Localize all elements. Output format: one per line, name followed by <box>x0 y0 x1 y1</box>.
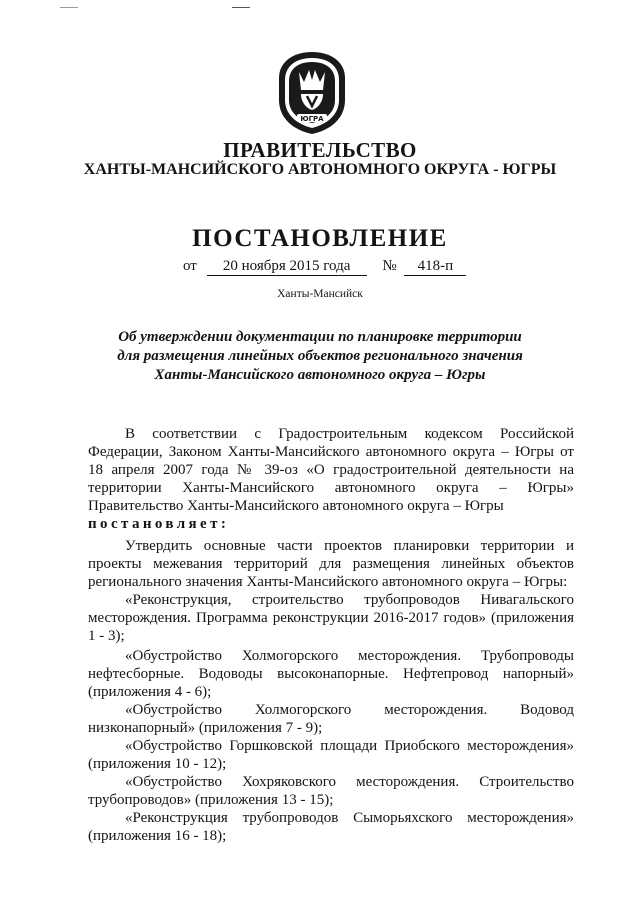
list-item: «Обустройство Горшковской площади Приобского месторождения» (приложения 10 - 12); <box>88 738 574 772</box>
list-item: «Реконструкция, строительство трубопроводов Нивагальского месторождения. Программа реконструкции 2016-2017 годов» (приложения 1 - 3); <box>88 592 574 644</box>
scan-mark-left <box>60 7 78 8</box>
preamble-text: В соответствии с Градостроительным кодексом Российской Федерации, Законом Ханты-Мансийского автономного округа – Югры от 18 апреля 2007 года № 39-оз «О градостроительной деятельности на территории Ханты-Мансийского автономного округа – Югры» Правительство Ханты-Мансийского автономного округа – Югры <box>88 426 574 514</box>
list-item: «Реконструкция трубопроводов Сыморьяхского месторождения» (приложения 16 - 18); <box>88 810 574 844</box>
title-line: Ханты-Мансийского автономного округа – Югры <box>154 367 486 383</box>
resolves-text: постановляет: <box>88 516 230 532</box>
document-type: ПОСТАНОВЛЕНИЕ <box>192 225 448 252</box>
list-item: «Обустройство Хохряковского месторождения. Строительство трубопроводов» (приложения 13 - 15); <box>88 774 574 808</box>
coat-of-arms-icon <box>271 50 353 136</box>
title-line: для размещения линейных объектов регионального значения <box>117 348 523 364</box>
preamble-block <box>88 425 574 533</box>
title-line: Об утверждении документации по планировке территории <box>118 329 522 345</box>
item-intro: Утвердить основные части проектов планировки территории и проекты межевания территорий для размещения линейных объектов регионального значения Ханты-Мансийского автономного округа – Югры: <box>88 538 574 590</box>
document-title <box>0 328 640 385</box>
date-prefix: от <box>183 258 197 274</box>
emblem-text: ЮГРА <box>300 115 324 123</box>
government-title: ПРАВИТЕЛЬСТВО <box>223 138 417 162</box>
document-city: Ханты-Мансийск <box>277 288 363 300</box>
document-number: 418-п <box>404 258 466 276</box>
date-number-line <box>183 258 466 276</box>
number-label: № <box>382 258 397 274</box>
government-region: ХАНТЫ-МАНСИЙСКОГО АВТОНОМНОГО ОКРУГА - ЮГРЫ <box>83 161 557 178</box>
document-date: 20 ноября 2015 года <box>207 258 367 276</box>
list-item: «Обустройство Холмогорского месторождения. Трубопроводы нефтесборные. Водоводы высоконапорные. Нефтепровод напорный» (приложения 4 - 6); <box>88 648 574 700</box>
scan-mark-center <box>232 7 250 8</box>
list-item: «Обустройство Холмогорского месторождения. Водовод низконапорный» (приложения 7 - 9); <box>88 702 574 736</box>
resolution-items <box>88 537 574 845</box>
